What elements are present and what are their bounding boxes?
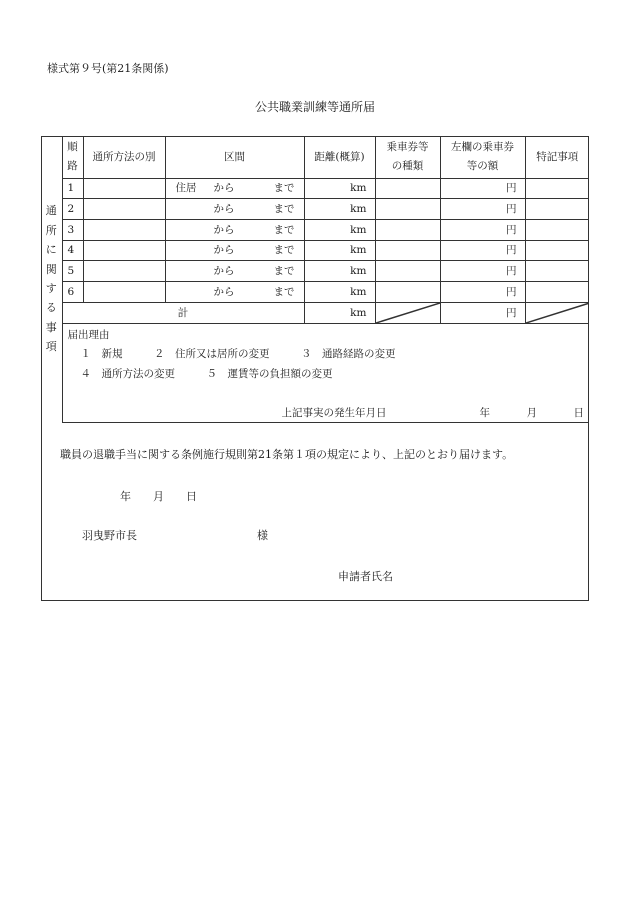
distance-cell[interactable]: km bbox=[304, 240, 375, 260]
total-distance[interactable]: km bbox=[304, 302, 375, 323]
section-cell[interactable] bbox=[165, 260, 304, 281]
amount-cell[interactable]: 円 bbox=[440, 281, 525, 302]
side-char: す bbox=[45, 282, 57, 295]
header-remarks: 特記事項 bbox=[525, 136, 589, 178]
distance-cell[interactable]: km bbox=[304, 178, 375, 198]
section-from: から bbox=[213, 182, 235, 194]
honorific: 様 bbox=[257, 529, 268, 542]
remarks-cell[interactable] bbox=[525, 260, 589, 281]
header-method: 通所方法の別 bbox=[83, 136, 165, 178]
method-cell[interactable] bbox=[83, 281, 165, 302]
diagonal-slash-icon bbox=[526, 303, 590, 323]
section-from: から bbox=[213, 244, 235, 256]
remarks-cell[interactable] bbox=[525, 178, 589, 198]
ticket-type-cell[interactable] bbox=[375, 219, 440, 240]
method-cell[interactable] bbox=[83, 240, 165, 260]
applicant-name-label: 申請者氏名 bbox=[338, 570, 393, 583]
side-label bbox=[41, 136, 62, 422]
section-prefix: 住居 bbox=[175, 182, 197, 194]
section-cell[interactable] bbox=[165, 178, 304, 198]
side-char: 通 bbox=[45, 204, 57, 218]
side-char: 項 bbox=[45, 340, 57, 354]
header-order-line: 路 bbox=[67, 159, 78, 172]
occurrence-month[interactable]: 月 bbox=[526, 406, 537, 419]
section-to: まで bbox=[273, 202, 295, 215]
total-remarks-slashed bbox=[525, 302, 589, 323]
reason-label: 届出理由 bbox=[67, 328, 110, 341]
remarks-cell[interactable] bbox=[525, 240, 589, 260]
header-ticket-type bbox=[375, 136, 440, 178]
distance-cell[interactable]: km bbox=[304, 219, 375, 240]
side-char: 関 bbox=[45, 262, 57, 276]
row-number: 4 bbox=[62, 240, 83, 260]
submission-date[interactable]: 年 月 日 bbox=[120, 490, 197, 503]
section-cell[interactable] bbox=[165, 240, 304, 260]
section-from: から bbox=[213, 264, 235, 277]
header-ticket-type-line: の種類 bbox=[391, 159, 424, 172]
header-section: 区間 bbox=[165, 136, 304, 178]
row-number: 6 bbox=[62, 281, 83, 302]
table-row bbox=[41, 219, 589, 240]
addressee: 羽曳野市長 bbox=[82, 529, 137, 542]
reason-row bbox=[41, 323, 589, 422]
section-cell[interactable] bbox=[165, 198, 304, 219]
header-ticket-amount bbox=[440, 136, 525, 178]
section-cell[interactable] bbox=[165, 281, 304, 302]
section-from: から bbox=[213, 202, 235, 215]
remarks-cell[interactable] bbox=[525, 198, 589, 219]
reason-cell bbox=[62, 323, 589, 422]
row-number: 1 bbox=[62, 178, 83, 198]
section-cell[interactable] bbox=[165, 219, 304, 240]
total-amount[interactable]: 円 bbox=[440, 302, 525, 323]
section-to: まで bbox=[273, 182, 295, 194]
table-row bbox=[41, 198, 589, 219]
reason-options-1[interactable]: １ 新規 ２ 住所又は居所の変更 ３ 通路経路の変更 bbox=[80, 347, 396, 360]
method-cell[interactable] bbox=[83, 178, 165, 198]
ticket-type-cell[interactable] bbox=[375, 198, 440, 219]
section-from: から bbox=[213, 223, 235, 236]
table-row bbox=[41, 281, 589, 302]
distance-cell[interactable]: km bbox=[304, 198, 375, 219]
remarks-cell[interactable] bbox=[525, 281, 589, 302]
row-number: 5 bbox=[62, 260, 83, 281]
side-char: 所 bbox=[45, 223, 57, 237]
amount-cell[interactable]: 円 bbox=[440, 219, 525, 240]
row-number: 3 bbox=[62, 219, 83, 240]
header-ticket-type-line: 乗車券等 bbox=[386, 140, 429, 153]
section-from: から bbox=[213, 285, 235, 298]
method-cell[interactable] bbox=[83, 260, 165, 281]
amount-cell[interactable]: 円 bbox=[440, 198, 525, 219]
amount-cell[interactable]: 円 bbox=[440, 178, 525, 198]
page-title: 公共職業訓練等通所届 bbox=[254, 100, 375, 114]
amount-cell[interactable]: 円 bbox=[440, 260, 525, 281]
header-order bbox=[62, 136, 83, 178]
remarks-cell[interactable] bbox=[525, 219, 589, 240]
amount-cell[interactable]: 円 bbox=[440, 240, 525, 260]
total-ticket-type-slashed bbox=[375, 302, 440, 323]
method-cell[interactable] bbox=[83, 198, 165, 219]
occurrence-day[interactable]: 日 bbox=[573, 406, 584, 419]
section-to: まで bbox=[273, 285, 295, 298]
distance-cell[interactable]: km bbox=[304, 260, 375, 281]
section-to: まで bbox=[273, 223, 295, 236]
header-order-line: 順 bbox=[67, 140, 78, 153]
table-row bbox=[41, 178, 589, 198]
commute-table bbox=[41, 136, 589, 423]
declaration-statement: 職員の退職手当に関する条例施行規則第21条第１項の規定により、上記のとおり届けます。 bbox=[60, 448, 514, 461]
occurrence-year[interactable]: 年 bbox=[479, 406, 490, 419]
header-ticket-amount-line: 左欄の乗車券 bbox=[451, 140, 514, 153]
ticket-type-cell[interactable] bbox=[375, 281, 440, 302]
distance-cell[interactable]: km bbox=[304, 281, 375, 302]
ticket-type-cell[interactable] bbox=[375, 178, 440, 198]
side-char: る bbox=[45, 301, 57, 315]
reason-options-2[interactable]: ４ 通所方法の変更 ５ 運賃等の負担額の変更 bbox=[80, 367, 333, 380]
method-cell[interactable] bbox=[83, 219, 165, 240]
diagonal-slash-icon bbox=[376, 303, 440, 323]
table-row bbox=[41, 240, 589, 260]
ticket-type-cell[interactable] bbox=[375, 240, 440, 260]
form-number: 様式第９号(第21条関係) bbox=[47, 62, 169, 75]
header-distance: 距離(概算) bbox=[304, 136, 375, 178]
table-row bbox=[41, 260, 589, 281]
section-to: まで bbox=[273, 264, 295, 277]
section-to: まで bbox=[273, 244, 295, 256]
side-char: に bbox=[45, 243, 57, 257]
header-ticket-amount-line: 等の額 bbox=[466, 159, 499, 172]
total-row bbox=[41, 302, 589, 323]
side-char: 事 bbox=[45, 320, 57, 334]
ticket-type-cell[interactable] bbox=[375, 260, 440, 281]
total-label: 計 bbox=[62, 302, 304, 323]
occurrence-date-label: 上記事実の発生年月日 bbox=[281, 406, 387, 419]
row-number: 2 bbox=[62, 198, 83, 219]
